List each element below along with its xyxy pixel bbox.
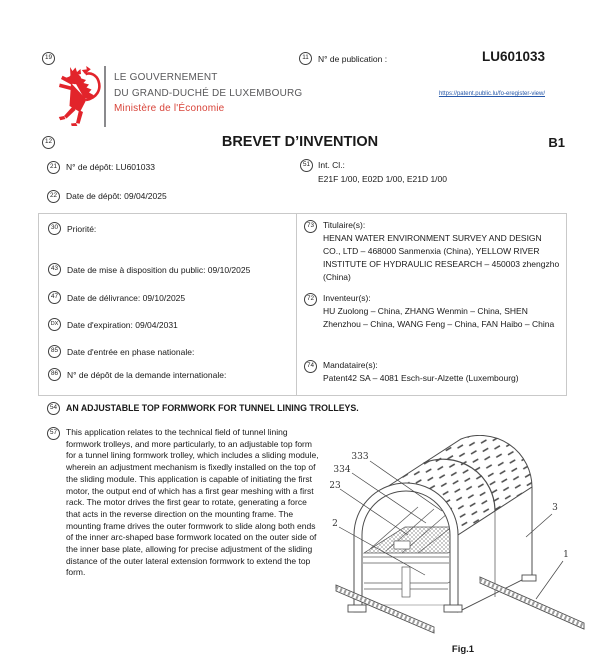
biblio-row-text: Date d'entrée en phase nationale:: [67, 347, 195, 357]
invention-title: AN ADJUSTABLE TOP FORMWORK FOR TUNNEL LINING TROLLEYS.: [66, 403, 359, 413]
figure-container: [330, 435, 596, 655]
inid-code-47: 47: [48, 291, 61, 304]
biblio-row-priority: [48, 222, 96, 236]
figure-label-1: 1: [563, 550, 569, 560]
inid-code-dx: DX: [48, 318, 61, 331]
figure-label-3: 3: [552, 503, 558, 513]
biblio-row-text: Date de délivrance: 09/10/2025: [67, 293, 186, 303]
inid-code-74: 74: [304, 360, 317, 373]
inid-code-72: 72: [304, 293, 317, 306]
inid-code-11: 11: [299, 52, 312, 65]
biblio-row-national-phase: [48, 345, 194, 359]
gov-ministry-line: Ministère de l'Économie: [114, 103, 225, 114]
inventors-value: HU Zuolong – China, ZHANG Wenmin – China, SHEN Zhenzhou – China, WANG Feng – China, FAN Haibo – China: [323, 306, 555, 329]
biblio-row-text: Priorité:: [67, 224, 97, 234]
inid-code-57: 57: [47, 427, 60, 440]
biblio-row-text: Date de mise à disposition du public: 09/10/2025: [67, 265, 251, 275]
luxembourg-lion-logo-icon: [56, 66, 102, 126]
document-title: BREVET D’INVENTION: [221, 134, 379, 150]
abstract-text: This application relates to the technical field of tunnel lining formwork trolleys, and more particularly, to an adjustable top form for a tunnel lining formwork trolley, which includes a sliding module, wherein an adjustment mechanism is fixedly installed on the top of the sliding module. This application is capable of initiating the first motor, the output end of which has a first gear meshing with a first rack. The motor drives the first gear to rotate, generating a force that acts in the reverse direction on the mounting frame. The mounting frame drives the outer formwork to slide along both ends of the inner arc-shaped base formwork located on the outer side of the inner base plate, allowing for precise adjustment of the sliding distance of the outer lateral extension formwork to extend the top form.: [66, 427, 319, 578]
table-column-divider: [296, 214, 297, 395]
int-cl-label: Int. Cl.:: [318, 160, 345, 170]
representative-label: Mandataire(s):: [323, 360, 378, 370]
biblio-block-inventors: [304, 292, 562, 331]
figure-label-334: 334: [333, 465, 351, 475]
biblio-block-applicants: [304, 219, 562, 284]
biblio-block-representative: [304, 359, 562, 385]
applicants-label: Titulaire(s):: [323, 220, 366, 230]
biblio-row-grant-date: [48, 291, 185, 305]
figure-label-333: 333: [351, 452, 369, 462]
inid-code-12: 12: [42, 136, 55, 149]
filing-date: Date de dépôt: 09/04/2025: [66, 191, 167, 201]
figure-drawing-tunnel-trolley: [330, 435, 596, 637]
biblio-row-text: N° de dépôt de la demande internationale:: [67, 370, 227, 380]
inid-code-21: 21: [47, 161, 60, 174]
inid-code-85: 85: [48, 345, 61, 358]
figure-label-2: 2: [332, 519, 338, 529]
biblio-row-text: Date d'expiration: 09/04/2031: [67, 320, 178, 330]
inid-code-51: 51: [300, 159, 313, 172]
figure-label-23: 23: [330, 481, 341, 491]
inid-code-30: 30: [48, 222, 61, 235]
figure-caption: Fig.1: [451, 644, 475, 655]
logo-separator: [104, 66, 106, 127]
biblio-row-international-filing: [48, 368, 226, 382]
biblio-row-publication-date: [48, 263, 250, 277]
inid-code-43: 43: [48, 263, 61, 276]
bibliographic-table: [38, 213, 567, 396]
inventors-label: Inventeur(s):: [323, 293, 371, 303]
eregister-link[interactable]: https://patent.public.lu/fo-eregister-view/: [438, 91, 545, 97]
government-wordmark: [114, 70, 302, 117]
filing-number: N° de dépôt: LU601033: [66, 162, 155, 172]
representative-value: Patent42 SA – 4081 Esch-sur-Alzette (Luxembourg): [323, 373, 519, 383]
int-cl-value: E21F 1/00, E02D 1/00, E21D 1/00: [318, 174, 448, 184]
inid-code-73: 73: [304, 220, 317, 233]
biblio-row-expiration-date: [48, 318, 178, 332]
inid-code-54: 54: [47, 402, 60, 415]
gov-line-2: DU GRAND-DUCHÉ DE LUXEMBOURG: [114, 87, 303, 99]
kind-code: B1: [548, 135, 565, 150]
publication-number: LU601033: [481, 49, 545, 64]
applicants-value: HENAN WATER ENVIRONMENT SURVEY AND DESIGN CO., LTD – 468000 Sanmenxia (China), YELLOW RIVER INSTITUTE OF HYDRAULIC RESEARCH – 450003 zhengzho (China): [323, 233, 560, 282]
inid-code-19: 19: [42, 52, 55, 65]
inid-code-22: 22: [47, 190, 60, 203]
publication-number-label: N° de publication :: [318, 54, 388, 64]
inid-code-86: 86: [48, 368, 61, 381]
gov-line-1: LE GOUVERNEMENT: [114, 72, 218, 83]
